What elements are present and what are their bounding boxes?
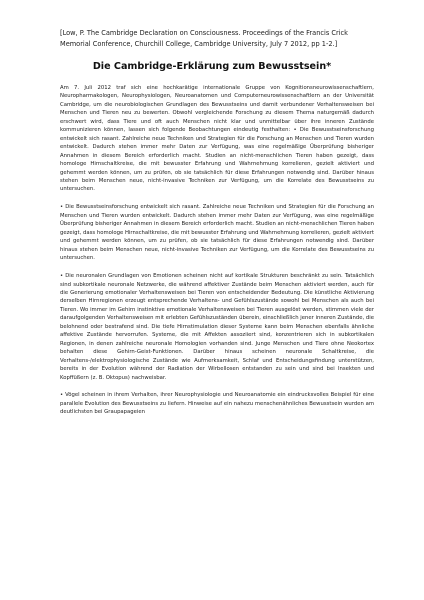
citation-note: [Low, P. The Cambridge Declaration on Consciousness. Proceedings of the Francis Crick Memorial Conference, Churchill College, Cambridge University, July 7 2012, pp 1-2.] <box>60 29 348 48</box>
birds-paragraph: • Vögel scheinen in ihrem Verhalten, ihrer Neurophysiologie und Neuroanatomie ein eindrucksvolles Beispiel für eine parallele Evolution des Bewusstseins zu liefern. Hinweise auf ein nahezu menschenähnliches Bewusstsein wurden am deutlichsten bei Graupapageien <box>60 392 374 416</box>
intro-paragraph: Am 7. Juli 2012 traf sich eine hochkarätige internationale Gruppe von Kognitionsneurowissenschaftlern, Neuropharmakologen, Neurophysiologen, Neuroanatomen und Computerneurowissenschaftlern an der Universität Cambridge, um die neurobiologischen Grundlagen des Bewusstseins und damit verbundener Verhaltensweisen bei Menschen und Tieren neu zu bewerten. Obwohl vergleichende Forschung zu diesem Thema naturgemäß dadurch erschwert wird, dass Tiere und oft auch Menschen nicht klar und unmittelbar über ihre inneren Zustände kommunizieren können, lassen sich folgende Beobachtungen eindeutig festhalten: • Die Bewusstseinsforschung entwickelt sich rasant. Zahlreiche neue Techniken und Strategien für die Forschung an Menschen und Tieren wurden entwickelt. Dadurch stehen immer mehr Daten zur Verfügung, was eine regelmäßige Überprüfung bisheriger Annahmen in diesem Bereich erforderlich macht. Studien an nicht-menschlichen Tieren haben gezeigt, dass homologe Hirnschaltkreise, die mit bewusster Erfahrung und Wahrnehmung korrelieren, gezielt aktiviert und gehemmt werden können, um zu prüfen, ob sie tatsächlich für diese Erfahrungen notwendig sind. Darüber hinaus stehen beim Menschen neue, nicht-invasive Techniken zur Verfügung, um die Korrelate des Bewusstseins zu untersuchen. <box>60 85 374 193</box>
document-title: Die Cambridge-Erklärung zum Bewusstsein* <box>92 61 332 72</box>
emotions-paragraph: • Die neuronalen Grundlagen von Emotionen scheinen nicht auf kortikale Strukturen beschränkt zu sein. Tatsächlich sind subkortikale neuronale Netzwerke, die während affektiver Zustände beim Menschen aktiviert werden, auch für die Generierung emotionaler Verhaltensweisen bei Tieren von entscheidender Bedeutung. Die künstliche Aktivierung derselben Hirnregionen erzeugt entsprechende Verhaltens- und Gefühlszustände sowohl bei Menschen als auch bei Tieren. Wo immer im Gehirn instinktive emotionale Verhaltensweisen bei Tieren ausgelöst werden, stimmen viele der daraufgolgenden Verhaltensweisen mit erlebten Gefühlszuständen überein, einschließlich jener inneren Zustände, die belohnend oder bestrafend sind. Die tiefe Hirnstimulation dieser Systeme kann beim Menschen ebenfalls ähnliche affektive Zustände hervorrufen. Systeme, die mit Affekten assoziiert sind, konzentrieren sich in subkortikalen Regionen, in denen zahlreiche neuronale Homologien vorhanden sind. Junge Menschen und Tiere ohne Neokortex behalten diese Gehirn-Geist-Funktionen. Darüber hinaus scheinen neuronale Schaltkreise, die Verhaltens-/elektrophysiologische Zustände wie Aufmerksamkeit, Schlaf und Entscheidungsfindung unterstützen, bereits in der Evolution während der Radiation der Wirbellosen entstanden zu sein und sind bei Insekten und Kopffüßern (z. B. Oktopus) nachweisbar. <box>60 273 374 381</box>
document-body <box>60 84 374 426</box>
research-paragraph: • Die Bewusstseinsforschung entwickelt sich rasant. Zahlreiche neue Techniken und Strategien für die Forschung an Menschen und Tieren wurden entwickelt. Dadurch stehen immer mehr Daten zur Verfügung, was eine regelmäßige Überprüfung bisheriger Annahmen in diesem Bereich erforderlich macht. Studien an nicht-menschlichen Tieren haben gezeigt, dass homologe Hirnschaltkreise, die mit bewusster Erfahrung und Wahrnehmung korrelieren, gezielt aktiviert und gehemmt werden können, um zu prüfen, ob sie tatsächlich für diese Erfahrungen notwendig sind. Darüber hinaus stehen beim Menschen neue, nicht-invasive Techniken zur Verfügung, um die Korrelate des Bewusstseins zu untersuchen. <box>60 204 374 262</box>
